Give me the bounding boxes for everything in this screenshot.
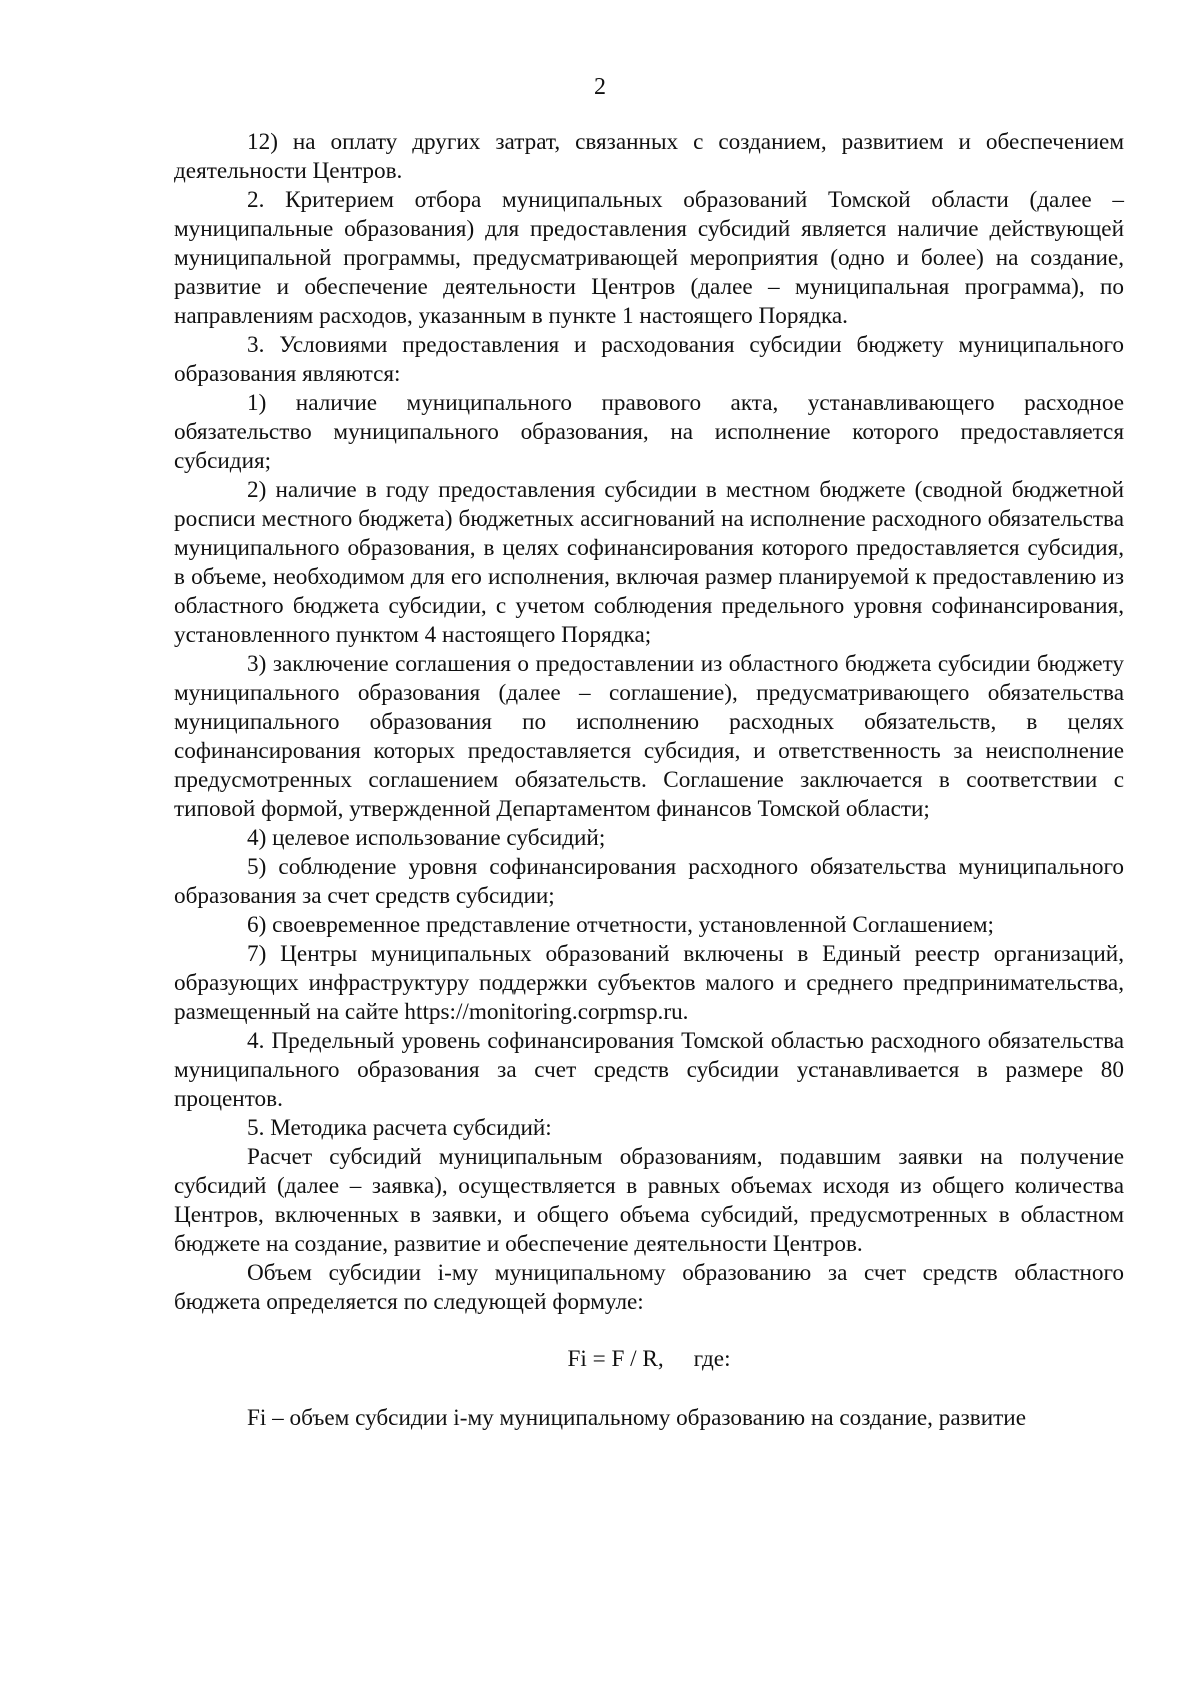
- paragraph-item-12-costs: 12) на оплату других затрат, связанных с созданием, развитием и обеспечением деятельности Центров.: [174, 129, 1124, 184]
- paragraph-condition-5: 5) соблюдение уровня софинансирования расходного обязательства муниципального образования за счет средств субсидии;: [174, 854, 1124, 909]
- paragraph-formula-definition: Fi – объем субсидии i-му муниципальному образованию на создание, развитие: [247, 1405, 1026, 1431]
- paragraph-cofinancing-limit: 4. Предельный уровень софинансирования Томской областью расходного обязательства муниципального образования за счет средств субсидии устанавливается в размере 80 процентов.: [174, 1028, 1124, 1112]
- paragraph-condition-1: 1) наличие муниципального правового акта, устанавливающего расходное обязательство муниципального образования, на исполнение которого предоставляется субсидия;: [174, 390, 1124, 474]
- paragraph-calculation-description: Расчет субсидий муниципальным образованиям, подавшим заявки на получение субсидий (далее – заявка), осуществляется в равных объемах исходя из общего количества Центров, включенных в заявки, и общего объема субсидий, предусмотренных в областном бюджете на создание, развитие и обеспечение деятельности Центров.: [174, 1144, 1124, 1257]
- paragraph-condition-7: 7) Центры муниципальных образований включены в Единый реестр организаций, образующих инфраструктуру поддержки субъектов малого и среднего предпринимательства, размещенный на сайте https://monitoring.corpmsp.ru.: [174, 941, 1124, 1025]
- paragraph-condition-4: 4) целевое использование субсидий;: [247, 825, 606, 851]
- paragraph-condition-3: 3) заключение соглашения о предоставлении из областного бюджета субсидии бюджету муниципального образования (далее – соглашение), предусматривающего обязательства муниципального образования по исполнению расходных обязательств, в целях софинансирования которых предоставляется субсидия, и ответственность за неисполнение предусмотренных соглашением обязательств. Соглашение заключается в соответствии с типовой формой, утвержденной Департаментом финансов Томской области;: [174, 651, 1124, 822]
- formula-suffix: где:: [693, 1346, 731, 1372]
- paragraph-conditions-heading: 3. Условиями предоставления и расходования субсидии бюджету муниципального образования являются:: [174, 332, 1124, 387]
- paragraph-condition-2: 2) наличие в году предоставления субсидии в местном бюджете (сводной бюджетной росписи местного бюджета) бюджетных ассигнований на исполнение расходного обязательства муниципального образования, в целях софинансирования которого предоставляется субсидия, в объеме, необходимом для его исполнения, включая размер планируемой к предоставлению из областного бюджета субсидии, с учетом соблюдения предельного уровня софинансирования, установленного пунктом 4 настоящего Порядка;: [174, 477, 1124, 648]
- document-body: [174, 128, 1124, 1433]
- page-number: 2: [594, 74, 606, 100]
- formula-expression: Fi = F / R,: [567, 1346, 664, 1372]
- paragraph-selection-criterion: 2. Критерием отбора муниципальных образований Томской области (далее – муниципальные образования) для предоставления субсидий является наличие действующей муниципальной программы, предусматривающей мероприятия (одно и более) на создание, развитие и обеспечение деятельности Центров (далее – муниципальная программа), по направлениям расходов, указанным в пункте 1 настоящего Порядка.: [174, 187, 1124, 329]
- formula: [174, 1345, 1124, 1374]
- paragraph-formula-intro: Объем субсидии i-му муниципальному образованию за счет средств областного бюджета определяется по следующей формуле:: [174, 1260, 1124, 1315]
- paragraph-condition-6: 6) своевременное представление отчетности, установленной Соглашением;: [247, 912, 995, 938]
- paragraph-methodology-heading: 5. Методика расчета субсидий:: [247, 1115, 552, 1141]
